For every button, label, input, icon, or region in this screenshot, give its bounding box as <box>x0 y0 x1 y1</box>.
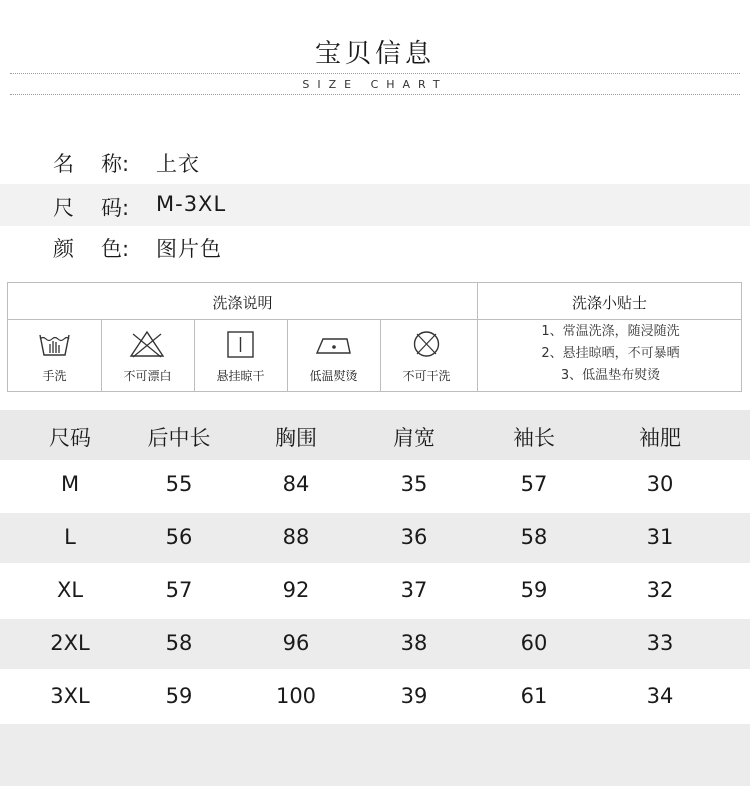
table-cell: 84 <box>282 472 310 496</box>
care-symbol <box>101 319 194 393</box>
table-cell: 56 <box>165 525 193 549</box>
care-tip: 2、悬挂晾晒，不可暴晒 <box>541 346 680 361</box>
table-cell: 59 <box>520 578 548 602</box>
info-label: 尺 码: <box>53 196 130 220</box>
info-row-color <box>0 225 750 267</box>
care-symbol <box>380 319 473 393</box>
care-tip: 1、常温洗涤，随浸随洗 <box>541 324 680 339</box>
table-cell: L <box>64 525 76 549</box>
column-header: 后中长 <box>147 426 211 450</box>
table-row <box>0 619 750 669</box>
care-tips <box>478 321 743 387</box>
no-bleach-icon <box>101 329 194 359</box>
table-cell: 39 <box>400 684 428 708</box>
table-cell: 30 <box>646 472 674 496</box>
table-cell: 96 <box>282 631 310 655</box>
hand-wash-icon <box>8 329 101 359</box>
dotted-divider-top <box>10 73 740 74</box>
table-cell: 2XL <box>50 631 90 655</box>
table-cell: 100 <box>275 684 317 708</box>
table-cell: 38 <box>400 631 428 655</box>
page-title: 宝贝信息 <box>314 39 435 69</box>
table-cell: 33 <box>646 631 674 655</box>
info-row-size <box>0 184 750 226</box>
tips-heading: 洗涤小贴士 <box>571 294 647 312</box>
table-row <box>0 513 750 563</box>
info-value-size: M-3XL <box>156 192 227 216</box>
table-cell: 88 <box>282 525 310 549</box>
care-symbol-label: 悬挂晾干 <box>216 369 265 383</box>
table-row <box>0 460 750 510</box>
table-cell: 3XL <box>50 684 90 708</box>
table-cell: 32 <box>646 578 674 602</box>
table-cell: 61 <box>520 684 548 708</box>
no-dry-clean-icon <box>380 329 473 359</box>
table-cell: 58 <box>165 631 193 655</box>
size-table-header <box>0 410 750 460</box>
table-cell: 35 <box>400 472 428 496</box>
table-cell: 57 <box>520 472 548 496</box>
dotted-divider-bottom <box>10 94 740 95</box>
column-header: 胸围 <box>275 426 317 450</box>
table-cell: 57 <box>165 578 193 602</box>
table-cell: 37 <box>400 578 428 602</box>
table-cell: 34 <box>646 684 674 708</box>
table-cell: 59 <box>165 684 193 708</box>
table-footer-band <box>0 724 750 786</box>
table-row <box>0 672 750 722</box>
care-symbol-label: 不可漂白 <box>123 369 172 383</box>
care-symbol <box>8 319 101 393</box>
care-symbol-label: 不可干洗 <box>402 369 451 383</box>
info-value-name: 上衣 <box>156 152 200 176</box>
column-header: 袖长 <box>513 426 555 450</box>
info-label: 名 称: <box>53 152 130 176</box>
hang-dry-icon <box>194 329 287 359</box>
table-cell: 92 <box>282 578 310 602</box>
low-iron-icon <box>287 329 380 359</box>
column-header: 肩宽 <box>393 426 435 450</box>
table-cell: 55 <box>165 472 193 496</box>
table-cell: 36 <box>400 525 428 549</box>
column-header: 尺码 <box>49 426 91 450</box>
table-row <box>0 566 750 616</box>
care-symbol <box>194 319 287 393</box>
care-symbol-label: 手洗 <box>42 369 67 383</box>
table-cell: 31 <box>646 525 674 549</box>
care-symbol <box>287 319 380 393</box>
care-symbol-label: 低温熨烫 <box>309 369 358 383</box>
care-tip: 3、低温垫布熨烫 <box>560 368 661 383</box>
table-cell: 58 <box>520 525 548 549</box>
table-cell: M <box>60 472 80 496</box>
care-instructions-box <box>7 282 742 392</box>
care-heading: 洗涤说明 <box>212 294 273 312</box>
info-label: 颜 色: <box>53 237 130 261</box>
info-value-color: 图片色 <box>156 237 222 261</box>
info-row-name <box>0 140 750 182</box>
table-cell: XL <box>56 578 84 602</box>
table-cell: 60 <box>520 631 548 655</box>
column-header: 袖肥 <box>639 426 681 450</box>
page-subtitle: SIZE CHART <box>302 78 448 91</box>
